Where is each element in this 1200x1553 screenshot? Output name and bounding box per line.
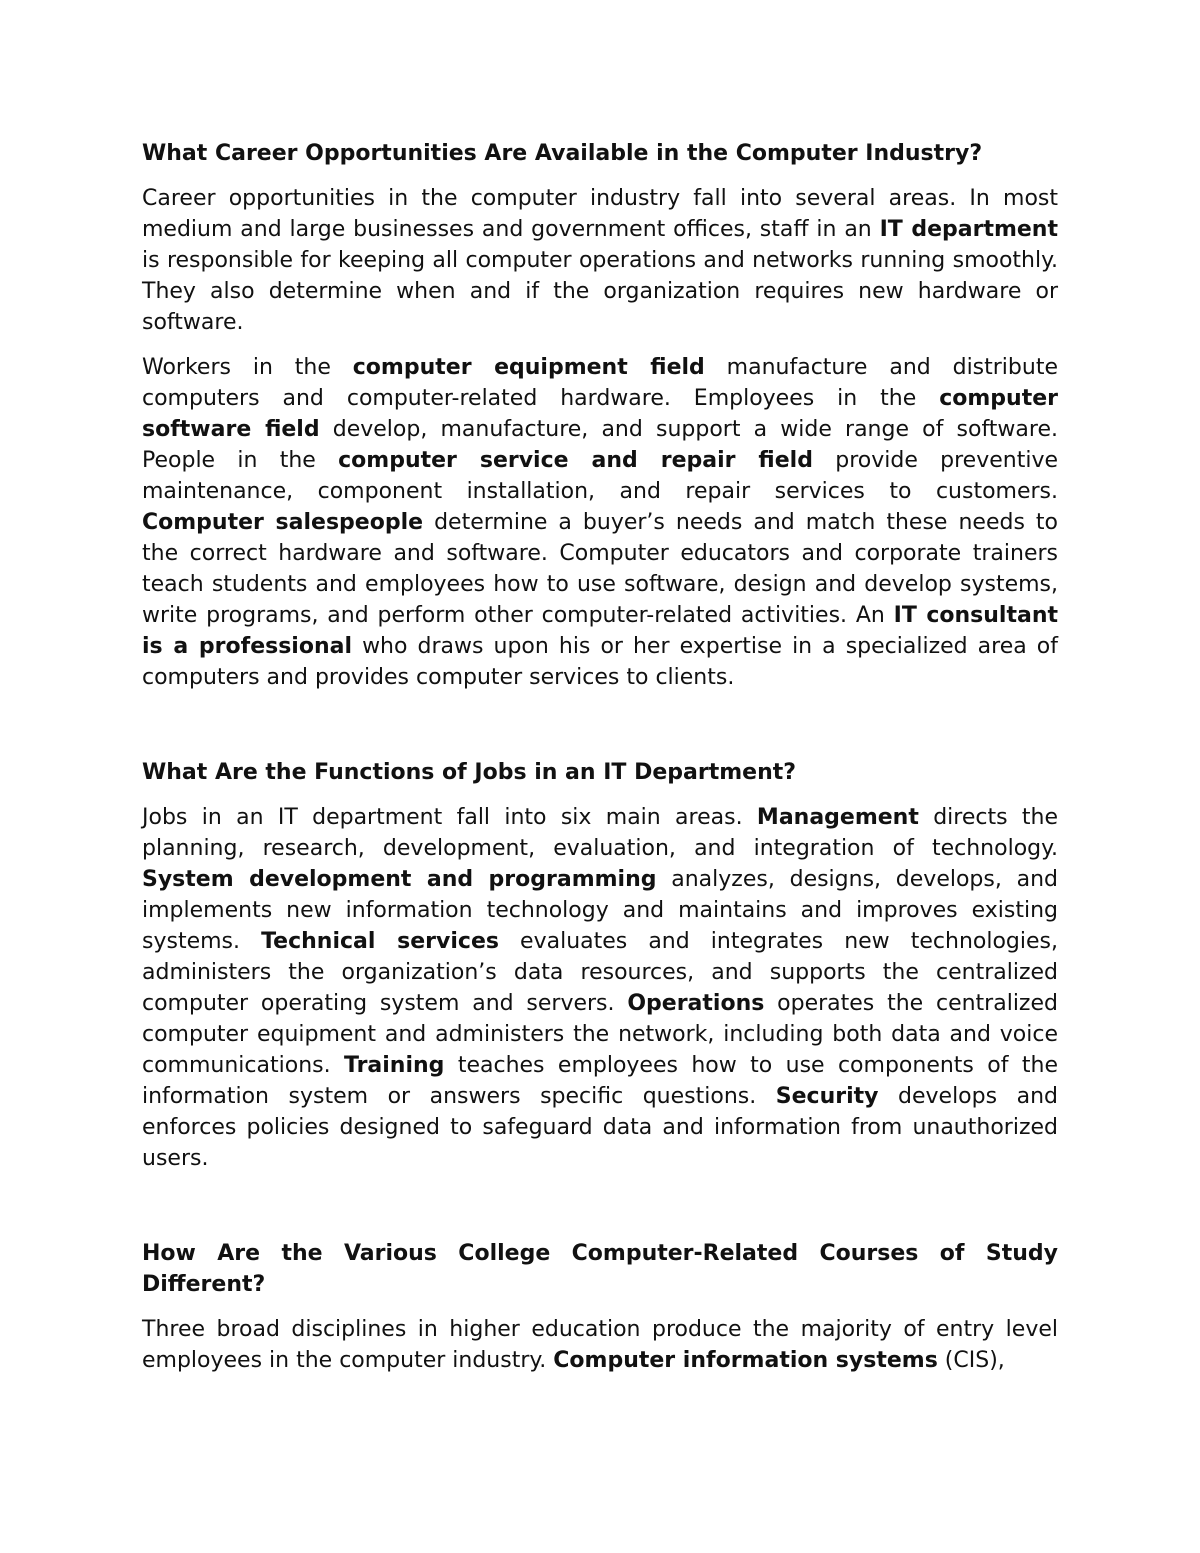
text-run: develop, manufacture, and support a wide range of software. People in the: [142, 417, 1058, 473]
bold-term-it-department: IT department: [879, 217, 1058, 242]
text-run: (CIS),: [937, 1348, 1005, 1373]
paragraph-career-fields: [142, 352, 1058, 693]
text-run: directs the planning, research, development, evaluation, and integration of technology.: [142, 805, 1058, 861]
text-run: Jobs in an IT department fall into six main areas.: [142, 805, 757, 830]
section-heading-college-courses: How Are the Various College Computer-Related Courses of Study Different?: [142, 1241, 1058, 1297]
text-run: determine a buyer’s needs and match these needs to the correct hardware and software. Computer educators and corporate trainers teach students and employees how to use software, design and develop systems, write programs, and perform other computer-related activities. An: [142, 510, 1059, 628]
text-run: Three broad disciplines in higher education produce the majority of entry level employees in the computer industry.: [142, 1317, 1058, 1373]
paragraph-it-job-areas: [142, 802, 1058, 1174]
bold-term-computer-software-field: computer software field: [142, 386, 1058, 442]
text-run: analyzes, designs, develops, and implements new information technology and maintains and improves existing systems.: [142, 867, 1058, 954]
text-run: teaches employees how to use components of the information system or answers specific questions.: [142, 1053, 1058, 1109]
bold-term-operations: Operations: [627, 991, 765, 1016]
bold-term-computer-salespeople: Computer salespeople: [142, 510, 424, 535]
bold-term-it-consultant: IT consultant is a professional: [142, 603, 1059, 659]
paragraph-it-department: [142, 183, 1058, 338]
text-run: evaluates and integrates new technologies, administers the organization’s data resources, and supports the centralized computer operating system and servers.: [142, 929, 1058, 1016]
bold-term-computer-information-systems: Computer information systems: [553, 1348, 938, 1373]
bold-term-technical-services: Technical services: [261, 929, 499, 954]
section-heading-it-department-functions: What Are the Functions of Jobs in an IT Department?: [142, 760, 797, 785]
paragraph-broad-disciplines: [142, 1314, 1058, 1376]
text-run: develops and enforces policies designed to safeguard data and information from unauthorized users.: [142, 1084, 1058, 1171]
text-run: operates the centralized computer equipment and administers the network, including both data and voice communications.: [142, 991, 1058, 1078]
bold-term-security: Security: [775, 1084, 879, 1109]
bold-term-management: Management: [756, 805, 919, 830]
bold-term-training: Training: [343, 1053, 445, 1078]
bold-term-system-development: System development and programming: [142, 867, 657, 892]
document-page: [142, 138, 1058, 1376]
text-run: manufacture and distribute computers and computer-related hardware. Employees in the: [142, 355, 1058, 411]
text-run: Career opportunities in the computer industry fall into several areas. In most medium and large businesses and government offices, staff in an: [142, 186, 1058, 242]
text-run: who draws upon his or her expertise in a specialized area of computers and provides computer services to clients.: [142, 634, 1058, 690]
text-run: Workers in the: [142, 355, 353, 380]
text-run: provide preventive maintenance, component installation, and repair services to customers.: [142, 448, 1058, 504]
bold-term-computer-equipment-field: computer equipment field: [352, 355, 705, 380]
text-run: is responsible for keeping all computer operations and networks running smoothly. They also determine when and if the organization requires new hardware or software.: [142, 248, 1058, 335]
section-heading-career-opportunities: What Career Opportunities Are Available in the Computer Industry?: [142, 141, 983, 166]
bold-term-service-repair-field: computer service and repair field: [338, 448, 813, 473]
